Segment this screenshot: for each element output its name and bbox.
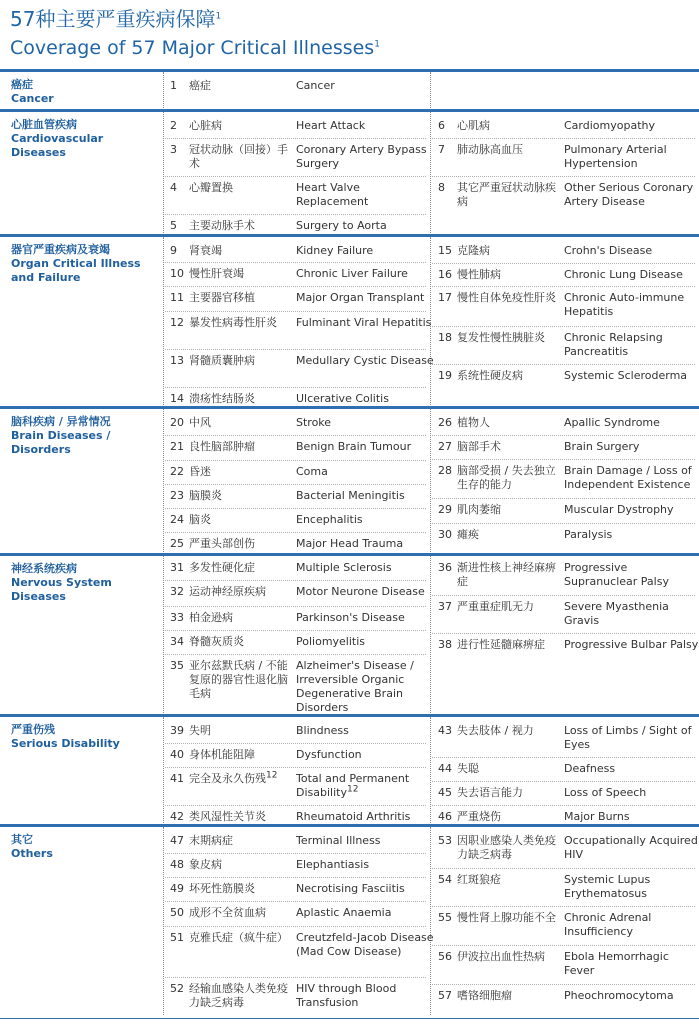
illness-number: 53	[438, 834, 452, 847]
row-separator	[165, 262, 426, 263]
illness-name-en: Surgery to Aorta	[296, 219, 387, 232]
illness-name-en: Medullary Cystic Disease	[296, 354, 434, 367]
row-separator	[165, 214, 426, 215]
row-separator	[165, 176, 426, 177]
row-separator	[165, 977, 426, 978]
title-footnote: 1	[374, 39, 380, 50]
illness-name-en: Terminal Illness	[296, 834, 381, 847]
illness-number: 11	[170, 291, 184, 304]
category-label	[11, 832, 161, 861]
illness-name-en: Ulcerative Colitis	[296, 392, 389, 405]
illness-number: 18	[438, 331, 452, 344]
category-name-en: Serious Disability	[11, 737, 120, 750]
column-separator	[430, 409, 431, 552]
illness-name-cn: 植物人	[457, 416, 490, 429]
column-separator	[163, 556, 164, 713]
illness-name-en: Bacterial Meningitis	[296, 489, 405, 502]
illness-name-cn: 坏死性筋膜炎	[189, 882, 255, 895]
illness-name-en: Coronary Artery Bypass Surgery	[296, 143, 427, 170]
illness-name-en: Parkinson's Disease	[296, 611, 405, 624]
row-separator	[432, 984, 695, 985]
illness-name-cn: 良性脑部肿瘤	[189, 440, 255, 453]
illness-name-en: Dysfunction	[296, 748, 362, 761]
illness-name-cn: 肺动脉高血压	[457, 143, 523, 156]
illness-number: 34	[170, 635, 184, 648]
illness-name-en: Benign Brain Tumour	[296, 440, 412, 453]
illness-number: 14	[170, 392, 184, 405]
illness-name-en: Chronic Liver Failure	[296, 267, 408, 280]
illness-name-en: Total and Permanent Disability$^{12}$	[296, 772, 410, 799]
illness-number: 19	[438, 369, 452, 382]
illness-name-cn: 其它严重冠状动脉疾病	[457, 181, 556, 208]
illness-name-en: Chronic Adrenal Insufficiency	[564, 911, 652, 938]
illness-name-en: Ebola Hemorrhagic Fever	[564, 950, 669, 977]
illness-name-cn: 运动神经原疾病	[189, 585, 266, 598]
column-separator	[163, 237, 164, 405]
illness-name-en: HIV through Blood Transfusion	[296, 982, 397, 1009]
illness-number: 10	[170, 267, 184, 280]
illness-name-cn: 类风湿性关节炎	[189, 810, 266, 823]
illness-name-en: Necrotising Fasciitis	[296, 882, 405, 895]
category-label	[11, 414, 161, 457]
category-label	[11, 77, 161, 106]
category-label	[11, 561, 161, 604]
category-name-cn: 神经系统疾病	[11, 562, 77, 575]
illness-name-en: Systemic Lupus Erythematosus	[564, 873, 651, 900]
illness-number: 5	[170, 219, 177, 232]
illness-number: 6	[438, 119, 445, 132]
illness-name-cn: 多发性硬化症	[189, 561, 255, 574]
title-cn-text: 57种主要严重疾病保障	[10, 7, 216, 31]
row-separator	[432, 498, 695, 499]
illness-name-cn: 暴发性病毒性肝炎	[189, 316, 277, 329]
illness-number: 44	[438, 762, 452, 775]
illness-number: 33	[170, 611, 184, 624]
illness-name-cn: 慢性肾上腺功能不全	[457, 911, 556, 924]
illness-name-en: Pheochromocytoma	[564, 989, 674, 1002]
illness-name-en: Aplastic Anaemia	[296, 906, 392, 919]
illness-number: 48	[170, 858, 184, 871]
illness-name-cn: 脊髓灰质炎	[189, 635, 244, 648]
row-separator	[432, 945, 695, 946]
row-separator	[432, 906, 695, 907]
illness-name-cn: 慢性自体免疫性肝炎	[457, 291, 556, 304]
category-name-en: Cancer	[11, 92, 54, 105]
illness-number: 31	[170, 561, 184, 574]
illness-name-cn: 失聪	[457, 762, 479, 775]
category-label	[11, 722, 161, 751]
illness-number: 25	[170, 537, 184, 550]
row-separator	[165, 460, 426, 461]
section-divider	[0, 234, 699, 237]
row-separator	[432, 633, 695, 634]
illness-name-cn: 失去肢体 / 视力	[457, 724, 534, 737]
illness-name-en: Muscular Dystrophy	[564, 503, 674, 516]
illness-name-cn: 慢性肝衰竭	[189, 267, 244, 280]
column-separator	[163, 827, 164, 1015]
illness-name-en: Stroke	[296, 416, 332, 429]
illness-name-en: Severe Myasthenia Gravis	[564, 600, 669, 627]
row-separator	[432, 138, 695, 139]
row-separator	[165, 349, 426, 350]
row-separator	[165, 743, 426, 744]
illness-number: 13	[170, 354, 184, 367]
section-divider	[0, 109, 699, 112]
illness-name-cn: 心脏病	[189, 119, 222, 132]
illness-name-en: Major Organ Transplant	[296, 291, 425, 304]
illness-number: 39	[170, 724, 184, 737]
row-separator	[432, 868, 695, 869]
illness-name-en: Chronic Relapsing Pancreatitis	[564, 331, 663, 358]
column-separator	[163, 717, 164, 823]
row-separator	[165, 805, 426, 806]
row-separator	[432, 364, 695, 365]
illness-number: 4	[170, 181, 177, 194]
footnote-marker: 12	[346, 784, 359, 795]
row-separator	[165, 767, 426, 768]
illness-name-cn: 严重重症肌无力	[457, 600, 534, 613]
row-separator	[432, 523, 695, 524]
illness-number: 57	[438, 989, 452, 1002]
illness-name-en: Major Burns	[564, 810, 630, 823]
illness-name-cn: 伊波拉出血性热病	[457, 950, 545, 963]
illness-number: 9	[170, 244, 177, 257]
illness-number: 40	[170, 748, 184, 761]
title-footnote: 1	[215, 11, 222, 22]
illness-name-cn: 系统性硬皮病	[457, 369, 523, 382]
illness-name-en: Pulmonary Arterial Hypertension	[564, 143, 667, 170]
illness-name-en: Creutzfeld-Jacob Disease (Mad Cow Disease)	[296, 931, 434, 958]
illness-name-en: Encephalitis	[296, 513, 363, 526]
illness-name-cn: 克隆病	[457, 244, 490, 257]
row-separator	[165, 654, 426, 655]
illness-name-en: Deafness	[564, 762, 616, 775]
illness-name-cn: 瘫痪	[457, 528, 479, 541]
illness-name-en: Paralysis	[564, 528, 613, 541]
illness-name-en: Cancer	[296, 79, 335, 92]
illness-name-cn: 渐进性核上神经麻痹症	[457, 561, 556, 588]
illness-number: 55	[438, 911, 452, 924]
row-separator	[165, 901, 426, 902]
illness-number: 38	[438, 638, 452, 651]
row-separator	[165, 387, 426, 388]
row-separator	[165, 484, 426, 485]
category-name-cn: 严重伤残	[11, 723, 55, 736]
illness-name-en: Brain Surgery	[564, 440, 640, 453]
table-bottom-rule	[0, 1018, 699, 1019]
illness-number: 29	[438, 503, 452, 516]
column-separator	[163, 409, 164, 552]
category-name-cn: 癌症	[11, 78, 33, 91]
illness-number: 8	[438, 181, 445, 194]
illness-name-cn: 末期病症	[189, 834, 233, 847]
illness-name-cn: 肾衰竭	[189, 244, 222, 257]
illness-name-cn: 脑膜炎	[189, 489, 222, 502]
illness-number: 15	[438, 244, 452, 257]
illness-name-cn: 主要动脉手术	[189, 219, 255, 232]
illness-name-cn: 复发性慢性胰脏炎	[457, 331, 545, 344]
category-name-cn: 其它	[11, 833, 33, 846]
illness-name-en: Apallic Syndrome	[564, 416, 660, 429]
illness-name-en: Poliomyelitis	[296, 635, 366, 648]
category-name-cn: 器官严重疾病及衰竭	[11, 243, 110, 256]
illness-number: 27	[438, 440, 452, 453]
row-separator	[432, 595, 695, 596]
illness-name-cn: 经输血感染人类免疫力缺乏病毒	[189, 982, 288, 1009]
illness-number: 54	[438, 873, 452, 886]
illness-name-en: Multiple Sclerosis	[296, 561, 392, 574]
illness-name-en: Heart Attack	[296, 119, 366, 132]
illness-name-cn: 进行性延髓麻痹症	[457, 638, 545, 651]
illness-name-cn: 亚尔兹默氏病 / 不能复原的器官性退化脑毛病	[189, 659, 288, 700]
page-title-chinese	[10, 3, 221, 32]
illness-number: 47	[170, 834, 184, 847]
illness-name-cn: 成形不全贫血病	[189, 906, 266, 919]
illness-name-en: Alzheimer's Disease / Irreversible Organic Degenerative Brain Disorders	[296, 659, 414, 714]
illness-name-cn: 溃疡性结肠炎	[189, 392, 255, 405]
illness-number: 35	[170, 659, 184, 672]
illness-name-cn: 冠状动脉（回接）手术	[189, 143, 288, 170]
row-separator	[432, 781, 695, 782]
illness-name-cn: 因职业感染人类免疫力缺乏病毒	[457, 834, 556, 861]
illness-number: 51	[170, 931, 184, 944]
row-separator	[432, 435, 695, 436]
row-separator	[165, 311, 426, 312]
row-separator	[432, 459, 695, 460]
illness-number: 41	[170, 772, 184, 785]
illness-name-cn: 红斑狼疮	[457, 873, 501, 886]
illness-name-cn: 心肌病	[457, 119, 490, 132]
illness-number: 21	[170, 440, 184, 453]
illness-name-cn: 脑部手术	[457, 440, 501, 453]
illness-name-en: Heart Valve Replacement	[296, 181, 369, 208]
illness-number: 43	[438, 724, 452, 737]
illness-number: 32	[170, 585, 184, 598]
section-divider	[0, 406, 699, 409]
illness-number: 37	[438, 600, 452, 613]
illness-name-cn: 肾髓质囊肿病	[189, 354, 255, 367]
illness-name-cn: 嗜铬细胞瘤	[457, 989, 512, 1002]
row-separator	[432, 757, 695, 758]
category-name-en: Others	[11, 847, 53, 860]
illness-number: 22	[170, 465, 184, 478]
illness-name-en: Major Head Trauma	[296, 537, 404, 550]
illness-name-cn: 严重烧伤	[457, 810, 501, 823]
illness-name-cn: 柏金逊病	[189, 611, 233, 624]
row-separator	[432, 176, 695, 177]
illness-name-en: Progressive Supranuclear Palsy	[564, 561, 669, 588]
category-name-en: Cardiovascular Diseases	[11, 132, 104, 159]
illness-name-cn: 失明	[189, 724, 211, 737]
illness-name-en: Occupationally Acquired HIV	[564, 834, 698, 861]
illness-number: 2	[170, 119, 177, 132]
illness-number: 45	[438, 786, 452, 799]
row-separator	[165, 138, 426, 139]
section-divider	[0, 824, 699, 827]
illness-name-cn: 失去语言能力	[457, 786, 523, 799]
illness-name-en: Coma	[296, 465, 328, 478]
illness-number: 46	[438, 810, 452, 823]
illness-number: 3	[170, 143, 177, 156]
row-separator	[165, 532, 426, 533]
row-separator	[165, 606, 426, 607]
illness-name-en: Systemic Scleroderma	[564, 369, 688, 382]
illness-number: 24	[170, 513, 184, 526]
illness-name-en: Crohn's Disease	[564, 244, 653, 257]
illness-name-en: Elephantiasis	[296, 858, 370, 871]
illness-name-en: Motor Neurone Disease	[296, 585, 425, 598]
illness-name-en: Chronic Auto-immune Hepatitis	[564, 291, 685, 318]
illness-number: 28	[438, 464, 452, 477]
column-separator	[163, 112, 164, 233]
section-divider	[0, 69, 699, 72]
illness-name-cn: 严重头部创伤	[189, 537, 255, 550]
illness-name-cn: 肌肉萎缩	[457, 503, 501, 516]
illness-name-cn: 中风	[189, 416, 211, 429]
illness-name-cn: 脑部受损 / 失去独立生存的能力	[457, 464, 556, 491]
illness-number: 36	[438, 561, 452, 574]
category-name-cn: 心脏血管疾病	[11, 118, 77, 131]
category-name-en: Organ Critical Illness and Failure	[11, 257, 141, 284]
footnote-marker: 12	[266, 770, 278, 781]
illness-name-en: Other Serious Coronary Artery Disease	[564, 181, 694, 208]
category-name-en: Brain Diseases / Disorders	[11, 429, 111, 456]
illness-name-en: Loss of Limbs / Sight of Eyes	[564, 724, 692, 751]
category-name-en: Nervous System Diseases	[11, 576, 112, 603]
category-label	[11, 117, 161, 160]
row-separator	[165, 580, 426, 581]
illness-name-en: Progressive Bulbar Palsy	[564, 638, 699, 651]
row-separator	[432, 263, 695, 264]
row-separator	[165, 853, 426, 854]
illness-number: 52	[170, 982, 184, 995]
title-en-text: Coverage of 57 Major Critical Illnesses	[10, 37, 375, 59]
illness-number: 30	[438, 528, 452, 541]
illness-name-cn: 癌症	[189, 79, 211, 92]
illness-name-cn: 完全及永久伤残$^{12}$	[189, 770, 278, 785]
illness-number: 50	[170, 906, 184, 919]
illness-number: 17	[438, 291, 452, 304]
illness-number: 26	[438, 416, 452, 429]
illness-number: 16	[438, 268, 452, 281]
row-separator	[165, 926, 426, 927]
row-separator	[165, 630, 426, 631]
category-label	[11, 242, 161, 285]
illness-name-cn: 昏迷	[189, 465, 211, 478]
column-separator	[163, 72, 164, 108]
section-divider	[0, 714, 699, 717]
illness-name-cn: 脑炎	[189, 513, 211, 526]
illness-number: 20	[170, 416, 184, 429]
row-separator	[165, 435, 426, 436]
illness-number: 23	[170, 489, 184, 502]
illness-name-cn: 克雅氏症（疯牛症）	[189, 931, 288, 944]
illness-number: 56	[438, 950, 452, 963]
illness-name-en: Blindness	[296, 724, 349, 737]
illness-number: 42	[170, 810, 184, 823]
illness-name-en: Kidney Failure	[296, 244, 374, 257]
row-separator	[432, 286, 695, 287]
illness-number: 12	[170, 316, 184, 329]
illness-number: 49	[170, 882, 184, 895]
row-separator	[165, 508, 426, 509]
row-separator	[165, 877, 426, 878]
category-name-cn: 脑科疾病 / 异常情况	[11, 415, 111, 428]
illness-number: 7	[438, 143, 445, 156]
illness-name-en: Rheumatoid Arthritis	[296, 810, 411, 823]
illness-name-en: Fulminant Viral Hepatitis	[296, 316, 432, 329]
illness-name-cn: 心瓣置换	[189, 181, 233, 194]
illness-number: 1	[170, 79, 177, 92]
row-separator	[165, 286, 426, 287]
illness-name-en: Brain Damage / Loss of Independent Existence	[564, 464, 692, 491]
row-separator	[432, 805, 695, 806]
illness-name-cn: 象皮病	[189, 858, 222, 871]
page-title-english	[10, 37, 380, 59]
illness-name-en: Cardiomyopathy	[564, 119, 655, 132]
illness-name-cn: 身体机能阻障	[189, 748, 255, 761]
illness-name-cn: 主要器官移植	[189, 291, 255, 304]
row-separator	[432, 326, 695, 327]
section-divider	[0, 553, 699, 556]
illness-name-cn: 慢性肺病	[457, 268, 501, 281]
illness-name-en: Chronic Lung Disease	[564, 268, 683, 281]
illness-name-en: Loss of Speech	[564, 786, 647, 799]
